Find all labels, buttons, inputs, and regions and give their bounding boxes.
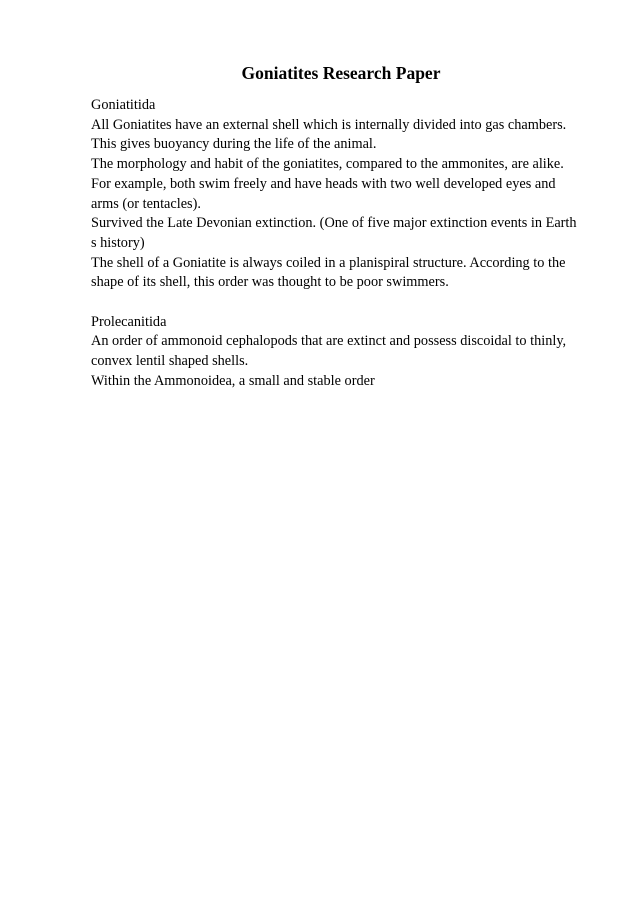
paragraph-line: The morphology and habit of the goniatites, compared to the ammonites, are alike. (91, 156, 564, 173)
paragraph-line: This gives buoyancy during the life of the animal. (91, 136, 377, 153)
paragraph-line: s history) (91, 234, 145, 251)
page-title: Goniatites Research Paper (241, 63, 441, 83)
paragraph-line: convex lentil shaped shells. (91, 353, 249, 370)
paragraph-line: Survived the Late Devonian extinction. (One of five major extinction events in Earth (91, 215, 577, 232)
document-body (91, 96, 611, 392)
section-heading-goniatitida: Goniatitida (91, 97, 156, 113)
paragraph-line: The shell of a Goniatite is always coiled in a planispiral structure. According to the (91, 254, 566, 271)
paragraph-line: arms (or tentacles). (91, 195, 201, 212)
paragraph-line: Within the Ammonoidea, a small and stable order (91, 372, 375, 389)
paragraph-line: An order of ammonoid cephalopods that are extinct and possess discoidal to thinly, (91, 333, 567, 350)
paragraph-spacer (91, 293, 611, 313)
paragraph-line: shape of its shell, this order was thought to be poor swimmers. (91, 274, 449, 291)
paragraph-line: All Goniatites have an external shell which is internally divided into gas chambers. (91, 116, 567, 133)
paragraph-line: For example, both swim freely and have heads with two well developed eyes and (91, 175, 556, 192)
section-heading-prolecanitida: Prolecanitida (91, 313, 167, 330)
